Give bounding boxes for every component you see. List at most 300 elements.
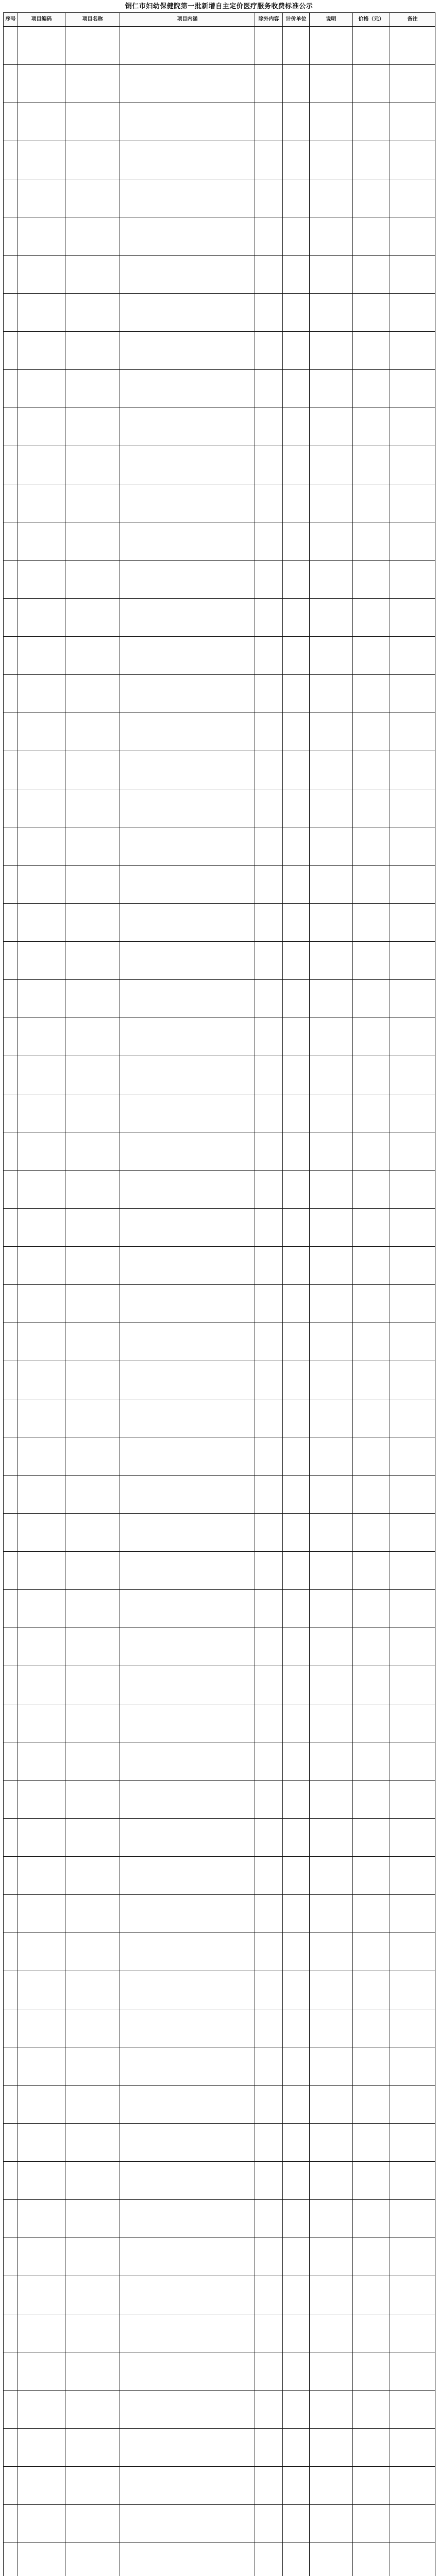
remarks-cell bbox=[390, 2276, 435, 2314]
col-header-name: 项目名称 bbox=[65, 13, 120, 27]
exclusions-cell bbox=[255, 2391, 283, 2429]
index-cell bbox=[4, 1476, 18, 1514]
exclusions-cell bbox=[255, 2238, 283, 2276]
content-cell bbox=[120, 1628, 255, 1666]
content-cell bbox=[120, 1437, 255, 1476]
notes-cell bbox=[310, 1361, 353, 1399]
index-cell bbox=[4, 65, 18, 103]
unit-cell bbox=[283, 1361, 310, 1399]
notes-cell bbox=[310, 713, 353, 751]
index-cell bbox=[4, 2124, 18, 2162]
table-row bbox=[4, 904, 435, 942]
remarks-cell bbox=[390, 1666, 435, 1704]
content-cell bbox=[120, 65, 255, 103]
remarks-cell bbox=[390, 1094, 435, 1132]
remarks-cell bbox=[390, 1247, 435, 1285]
remarks-cell bbox=[390, 217, 435, 256]
name-cell bbox=[65, 1742, 120, 1781]
code-cell bbox=[18, 1437, 65, 1476]
exclusions-cell bbox=[255, 1361, 283, 1399]
unit-cell bbox=[283, 866, 310, 904]
content-cell bbox=[120, 2162, 255, 2200]
notes-cell bbox=[310, 2314, 353, 2352]
remarks-cell bbox=[390, 141, 435, 179]
name-cell bbox=[65, 1857, 120, 1895]
content-cell bbox=[120, 27, 255, 65]
code-cell bbox=[18, 904, 65, 942]
col-header-remarks: 备注 bbox=[390, 13, 435, 27]
content-cell bbox=[120, 1285, 255, 1323]
code-cell bbox=[18, 332, 65, 370]
exclusions-cell bbox=[255, 713, 283, 751]
table-row bbox=[4, 1590, 435, 1628]
notes-cell bbox=[310, 179, 353, 217]
name-cell bbox=[65, 2391, 120, 2429]
index-cell bbox=[4, 332, 18, 370]
unit-cell bbox=[283, 1247, 310, 1285]
name-cell bbox=[65, 1132, 120, 1171]
notes-cell bbox=[310, 1666, 353, 1704]
notes-cell bbox=[310, 1247, 353, 1285]
table-row bbox=[4, 2009, 435, 2047]
name-cell bbox=[65, 370, 120, 408]
code-cell bbox=[18, 675, 65, 713]
code-cell bbox=[18, 294, 65, 332]
remarks-cell bbox=[390, 904, 435, 942]
remarks-cell bbox=[390, 2352, 435, 2391]
content-cell bbox=[120, 1552, 255, 1590]
notes-cell bbox=[310, 2162, 353, 2200]
name-cell bbox=[65, 1476, 120, 1514]
index-cell bbox=[4, 2086, 18, 2124]
notes-cell bbox=[310, 561, 353, 599]
content-cell bbox=[120, 637, 255, 675]
notes-cell bbox=[310, 1171, 353, 1209]
exclusions-cell bbox=[255, 332, 283, 370]
name-cell bbox=[65, 141, 120, 179]
index-cell bbox=[4, 217, 18, 256]
content-cell bbox=[120, 522, 255, 561]
index-cell bbox=[4, 2314, 18, 2352]
remarks-cell bbox=[390, 561, 435, 599]
table-row bbox=[4, 1437, 435, 1476]
remarks-cell bbox=[390, 980, 435, 1018]
remarks-cell bbox=[390, 1171, 435, 1209]
content-cell bbox=[120, 2467, 255, 2505]
content-cell bbox=[120, 332, 255, 370]
table-row bbox=[4, 599, 435, 637]
name-cell bbox=[65, 1285, 120, 1323]
name-cell bbox=[65, 1933, 120, 1971]
code-cell bbox=[18, 408, 65, 446]
table-row bbox=[4, 1476, 435, 1514]
code-cell bbox=[18, 1742, 65, 1781]
content-cell bbox=[120, 1819, 255, 1857]
content-cell bbox=[120, 1018, 255, 1056]
price-cell bbox=[353, 370, 390, 408]
name-cell bbox=[65, 751, 120, 789]
notes-cell bbox=[310, 1819, 353, 1857]
content-cell bbox=[120, 1933, 255, 1971]
index-cell bbox=[4, 2467, 18, 2505]
remarks-cell bbox=[390, 103, 435, 141]
unit-cell bbox=[283, 789, 310, 827]
exclusions-cell bbox=[255, 1018, 283, 1056]
table-row bbox=[4, 1094, 435, 1132]
price-cell bbox=[353, 1323, 390, 1361]
notes-cell bbox=[310, 904, 353, 942]
remarks-cell bbox=[390, 1552, 435, 1590]
index-cell bbox=[4, 942, 18, 980]
table-row bbox=[4, 2505, 435, 2543]
code-cell bbox=[18, 1933, 65, 1971]
unit-cell bbox=[283, 484, 310, 522]
code-cell bbox=[18, 179, 65, 217]
remarks-cell bbox=[390, 2238, 435, 2276]
remarks-cell bbox=[390, 866, 435, 904]
content-cell bbox=[120, 904, 255, 942]
index-cell bbox=[4, 904, 18, 942]
price-cell bbox=[353, 2009, 390, 2047]
name-cell bbox=[65, 2352, 120, 2391]
notes-cell bbox=[310, 370, 353, 408]
unit-cell bbox=[283, 141, 310, 179]
content-cell bbox=[120, 942, 255, 980]
table-row bbox=[4, 1895, 435, 1933]
index-cell bbox=[4, 1742, 18, 1781]
remarks-cell bbox=[390, 713, 435, 751]
remarks-cell bbox=[390, 2391, 435, 2429]
exclusions-cell bbox=[255, 484, 283, 522]
price-cell bbox=[353, 2200, 390, 2238]
content-cell bbox=[120, 866, 255, 904]
content-cell bbox=[120, 1209, 255, 1247]
unit-cell bbox=[283, 1742, 310, 1781]
code-cell bbox=[18, 2276, 65, 2314]
content-cell bbox=[120, 1781, 255, 1819]
index-cell bbox=[4, 2238, 18, 2276]
notes-cell bbox=[310, 408, 353, 446]
table-row bbox=[4, 942, 435, 980]
exclusions-cell bbox=[255, 1247, 283, 1285]
remarks-cell bbox=[390, 1437, 435, 1476]
exclusions-cell bbox=[255, 1437, 283, 1476]
table-row bbox=[4, 2086, 435, 2124]
unit-cell bbox=[283, 713, 310, 751]
index-cell bbox=[4, 1590, 18, 1628]
content-cell bbox=[120, 1666, 255, 1704]
exclusions-cell bbox=[255, 1285, 283, 1323]
code-cell bbox=[18, 1971, 65, 2009]
content-cell bbox=[120, 2047, 255, 2086]
price-cell bbox=[353, 751, 390, 789]
notes-cell bbox=[310, 2391, 353, 2429]
remarks-cell bbox=[390, 1361, 435, 1399]
price-cell bbox=[353, 1704, 390, 1742]
index-cell bbox=[4, 866, 18, 904]
notes-cell bbox=[310, 866, 353, 904]
notes-cell bbox=[310, 1018, 353, 1056]
name-cell bbox=[65, 2162, 120, 2200]
code-cell bbox=[18, 2391, 65, 2429]
unit-cell bbox=[283, 980, 310, 1018]
name-cell bbox=[65, 27, 120, 65]
price-cell bbox=[353, 1247, 390, 1285]
exclusions-cell bbox=[255, 1628, 283, 1666]
col-header-index: 序号 bbox=[4, 13, 18, 27]
unit-cell bbox=[283, 446, 310, 484]
content-cell bbox=[120, 1476, 255, 1514]
remarks-cell bbox=[390, 2467, 435, 2505]
content-cell bbox=[120, 751, 255, 789]
name-cell bbox=[65, 866, 120, 904]
code-cell bbox=[18, 1094, 65, 1132]
index-cell bbox=[4, 2391, 18, 2429]
remarks-cell bbox=[390, 370, 435, 408]
name-cell bbox=[65, 2238, 120, 2276]
unit-cell bbox=[283, 1819, 310, 1857]
name-cell bbox=[65, 1666, 120, 1704]
unit-cell bbox=[283, 1094, 310, 1132]
content-cell bbox=[120, 2543, 255, 2576]
name-cell bbox=[65, 1514, 120, 1552]
index-cell bbox=[4, 141, 18, 179]
table-row bbox=[4, 2162, 435, 2200]
code-cell bbox=[18, 2352, 65, 2391]
remarks-cell bbox=[390, 1209, 435, 1247]
exclusions-cell bbox=[255, 2276, 283, 2314]
name-cell bbox=[65, 1209, 120, 1247]
content-cell bbox=[120, 370, 255, 408]
price-cell bbox=[353, 408, 390, 446]
content-cell bbox=[120, 980, 255, 1018]
price-cell bbox=[353, 2314, 390, 2352]
index-cell bbox=[4, 1171, 18, 1209]
unit-cell bbox=[283, 637, 310, 675]
price-cell bbox=[353, 1590, 390, 1628]
table-row bbox=[4, 332, 435, 370]
exclusions-cell bbox=[255, 1056, 283, 1094]
price-cell bbox=[353, 2391, 390, 2429]
remarks-cell bbox=[390, 599, 435, 637]
price-cell bbox=[353, 1437, 390, 1476]
unit-cell bbox=[283, 2238, 310, 2276]
code-cell bbox=[18, 484, 65, 522]
code-cell bbox=[18, 1895, 65, 1933]
name-cell bbox=[65, 1056, 120, 1094]
exclusions-cell bbox=[255, 1666, 283, 1704]
name-cell bbox=[65, 2429, 120, 2467]
notes-cell bbox=[310, 484, 353, 522]
price-cell bbox=[353, 1857, 390, 1895]
content-cell bbox=[120, 2391, 255, 2429]
index-cell bbox=[4, 1971, 18, 2009]
exclusions-cell bbox=[255, 904, 283, 942]
exclusions-cell bbox=[255, 2352, 283, 2391]
content-cell bbox=[120, 2009, 255, 2047]
index-cell bbox=[4, 256, 18, 294]
code-cell bbox=[18, 370, 65, 408]
exclusions-cell bbox=[255, 2505, 283, 2543]
name-cell bbox=[65, 2543, 120, 2576]
name-cell bbox=[65, 65, 120, 103]
notes-cell bbox=[310, 141, 353, 179]
content-cell bbox=[120, 2124, 255, 2162]
remarks-cell bbox=[390, 675, 435, 713]
name-cell bbox=[65, 980, 120, 1018]
code-cell bbox=[18, 2238, 65, 2276]
unit-cell bbox=[283, 294, 310, 332]
code-cell bbox=[18, 1819, 65, 1857]
name-cell bbox=[65, 484, 120, 522]
content-cell bbox=[120, 1399, 255, 1437]
name-cell bbox=[65, 256, 120, 294]
name-cell bbox=[65, 1094, 120, 1132]
content-cell bbox=[120, 1857, 255, 1895]
price-cell bbox=[353, 27, 390, 65]
index-cell bbox=[4, 1704, 18, 1742]
name-cell bbox=[65, 637, 120, 675]
name-cell bbox=[65, 217, 120, 256]
content-cell bbox=[120, 103, 255, 141]
table-row bbox=[4, 2543, 435, 2576]
notes-cell bbox=[310, 103, 353, 141]
unit-cell bbox=[283, 1323, 310, 1361]
remarks-cell bbox=[390, 1399, 435, 1437]
index-cell bbox=[4, 2276, 18, 2314]
code-cell bbox=[18, 827, 65, 866]
name-cell bbox=[65, 789, 120, 827]
code-cell bbox=[18, 1209, 65, 1247]
table-row bbox=[4, 1132, 435, 1171]
unit-cell bbox=[283, 2162, 310, 2200]
notes-cell bbox=[310, 2200, 353, 2238]
remarks-cell bbox=[390, 522, 435, 561]
name-cell bbox=[65, 179, 120, 217]
price-cell bbox=[353, 1018, 390, 1056]
index-cell bbox=[4, 2543, 18, 2576]
remarks-cell bbox=[390, 1742, 435, 1781]
notes-cell bbox=[310, 1971, 353, 2009]
remarks-cell bbox=[390, 408, 435, 446]
col-header-exclusions: 除外内容 bbox=[255, 13, 283, 27]
unit-cell bbox=[283, 1209, 310, 1247]
unit-cell bbox=[283, 2391, 310, 2429]
notes-cell bbox=[310, 1285, 353, 1323]
price-cell bbox=[353, 2467, 390, 2505]
exclusions-cell bbox=[255, 370, 283, 408]
remarks-cell bbox=[390, 2009, 435, 2047]
index-cell bbox=[4, 561, 18, 599]
content-cell bbox=[120, 294, 255, 332]
table-row bbox=[4, 1742, 435, 1781]
unit-cell bbox=[283, 1132, 310, 1171]
exclusions-cell bbox=[255, 2086, 283, 2124]
code-cell bbox=[18, 2086, 65, 2124]
code-cell bbox=[18, 1666, 65, 1704]
exclusions-cell bbox=[255, 179, 283, 217]
table-row bbox=[4, 751, 435, 789]
price-cell bbox=[353, 1514, 390, 1552]
unit-cell bbox=[283, 1018, 310, 1056]
content-cell bbox=[120, 713, 255, 751]
table-row bbox=[4, 484, 435, 522]
notes-cell bbox=[310, 1476, 353, 1514]
index-cell bbox=[4, 751, 18, 789]
table-row bbox=[4, 141, 435, 179]
notes-cell bbox=[310, 1094, 353, 1132]
index-cell bbox=[4, 1857, 18, 1895]
code-cell bbox=[18, 1399, 65, 1437]
code-cell bbox=[18, 2505, 65, 2543]
unit-cell bbox=[283, 179, 310, 217]
name-cell bbox=[65, 2200, 120, 2238]
table-row bbox=[4, 103, 435, 141]
price-cell bbox=[353, 1399, 390, 1437]
notes-cell bbox=[310, 1933, 353, 1971]
name-cell bbox=[65, 1171, 120, 1209]
name-cell bbox=[65, 1361, 120, 1399]
index-cell bbox=[4, 103, 18, 141]
table-header-row bbox=[4, 13, 435, 27]
notes-cell bbox=[310, 1742, 353, 1781]
table-row bbox=[4, 1666, 435, 1704]
remarks-cell bbox=[390, 1971, 435, 2009]
remarks-cell bbox=[390, 1323, 435, 1361]
table-row bbox=[4, 827, 435, 866]
name-cell bbox=[65, 103, 120, 141]
price-cell bbox=[353, 217, 390, 256]
price-cell bbox=[353, 561, 390, 599]
table-row bbox=[4, 2124, 435, 2162]
notes-cell bbox=[310, 1628, 353, 1666]
remarks-cell bbox=[390, 1476, 435, 1514]
price-cell bbox=[353, 1476, 390, 1514]
notes-cell bbox=[310, 637, 353, 675]
document-sheet bbox=[3, 1, 435, 2576]
table-row bbox=[4, 1209, 435, 1247]
exclusions-cell bbox=[255, 1476, 283, 1514]
price-cell bbox=[353, 2352, 390, 2391]
notes-cell bbox=[310, 2505, 353, 2543]
index-cell bbox=[4, 1056, 18, 1094]
price-cell bbox=[353, 980, 390, 1018]
unit-cell bbox=[283, 1895, 310, 1933]
price-cell bbox=[353, 1895, 390, 1933]
table-row bbox=[4, 1552, 435, 1590]
exclusions-cell bbox=[255, 522, 283, 561]
index-cell bbox=[4, 1437, 18, 1476]
remarks-cell bbox=[390, 1781, 435, 1819]
unit-cell bbox=[283, 370, 310, 408]
table-row bbox=[4, 1247, 435, 1285]
index-cell bbox=[4, 1361, 18, 1399]
table-row bbox=[4, 1171, 435, 1209]
price-cell bbox=[353, 2276, 390, 2314]
price-cell bbox=[353, 1552, 390, 1590]
index-cell bbox=[4, 1209, 18, 1247]
exclusions-cell bbox=[255, 2467, 283, 2505]
code-cell bbox=[18, 1171, 65, 1209]
content-cell bbox=[120, 1704, 255, 1742]
price-cell bbox=[353, 1781, 390, 1819]
content-cell bbox=[120, 256, 255, 294]
remarks-cell bbox=[390, 446, 435, 484]
index-cell bbox=[4, 1628, 18, 1666]
table-row bbox=[4, 27, 435, 65]
content-cell bbox=[120, 1971, 255, 2009]
unit-cell bbox=[283, 522, 310, 561]
